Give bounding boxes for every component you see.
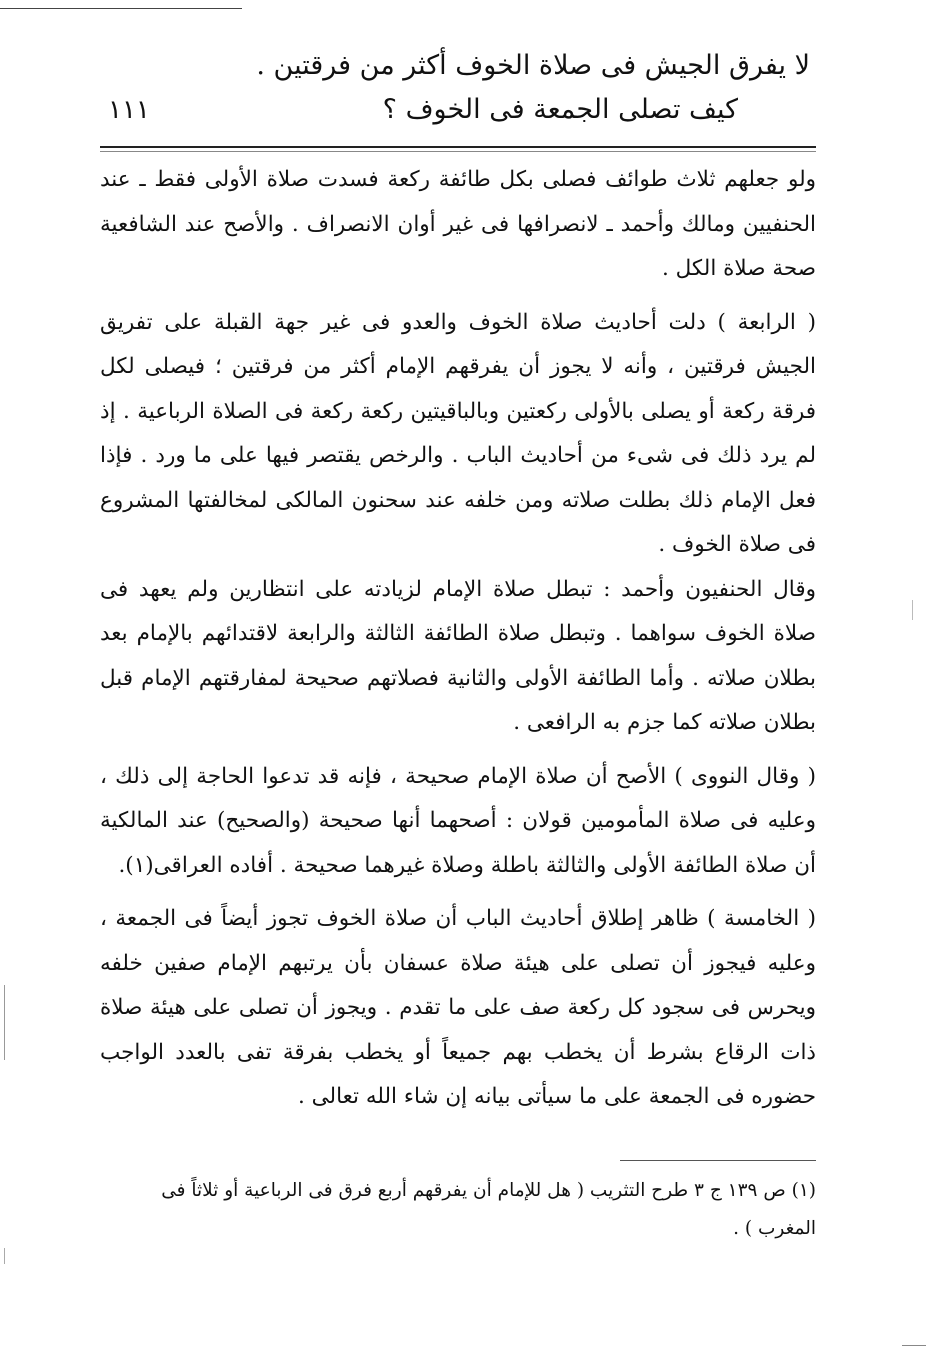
paragraph-3: وقال الحنفيون وأحمد : تبطل صلاة الإمام لزيادته على انتظارين ولم يعهد فى صلاة الخوف سواهما . وتبطل صلاة الطائفة الثالثة والرابعة لاقتدائهم بالإمام بعد بطلان صلاته . وأما الطائفة الأولى والثانية فصلاتهم صحيحة لمفارقتهم الإمام قبل بطلان صلاته كما جزم به الرافعى .: [100, 576, 816, 735]
running-header-line-2: كيف تصلى الجمعة فى الخوف ؟: [382, 94, 738, 125]
scan-margin-mark-small: [4, 1248, 5, 1264]
running-header-line-1: لا يفرق الجيش فى صلاة الخوف أكثر من فرقتين .: [256, 50, 810, 81]
scan-edge-tick: [912, 600, 913, 620]
top-edge-rule: [0, 8, 242, 9]
footnote-1: (١) ص ١٣٩ ج ٣ طرح التثريب ( هل للإمام أن يفرقهم أربع فرق فى الرباعية أو ثلاثاً فى المغرب ) .: [161, 1180, 816, 1239]
page-number: ١١١: [108, 95, 150, 125]
header-divider: [100, 146, 816, 148]
header-divider-thin: [100, 151, 816, 152]
paragraph-5: ( الخامسة ) ظاهر إطلاق أحاديث الباب أن صلاة الخوف تجوز أيضاً فى الجمعة ، وعليه فيجوز أن تصلى على هيئة صلاة عسفان بأن يرتبهم الإمام صفين خلفه ويحرس فى سجود كل ركعة صف على ما تقدم . ويجوز أن تصلى على هيئة صلاة ذات الرقاع بشرط أن يخطب بهم جميعاً أو يخطب بفرقة تفى بالعدد الواجب حضوره فى الجمعة على ما سيأتى بيانه إن شاء الله تعالى .: [100, 906, 816, 1109]
footnote-divider: [620, 1160, 816, 1161]
paragraph-1: ولو جعلهم ثلاث طوائف فصلى بكل طائفة ركعة فسدت صلاة الأولى فقط ـ عند الحنفيين ومالك وأحمد ـ لانصرافها فى غير أوان الانصراف . والأصح عند الشافعية صحة صلاة الكل .: [100, 167, 816, 281]
footnotes: [100, 1172, 816, 1248]
paragraph-2: ( الرابعة ) دلت أحاديث صلاة الخوف والعدو فى غير جهة القبلة على تفريق الجيش فرقتين ، وأنه لا يجوز أن يفرقهم الإمام أكثر من فرقتين ؛ فيصلى لكل فرقة ركعة أو يصلى بالأولى ركعتين وبالباقيتين ركعة ركعة فى الصلاة الرباعية . إذ لم يرد ذلك فى شىء من أحاديث الباب . والرخص يقتصر فيها على ما ورد . فإذا فعل الإمام ذلك بطلت صلاته ومن خلفه عند سحنون المالكى لمخالفتها المشروع فى صلاة الخوف .: [100, 309, 816, 557]
main-text: [100, 158, 816, 1120]
scan-corner-mark: [902, 1345, 926, 1346]
paragraph-4: ( وقال النووى ) الأصح أن صلاة الإمام صحيحة ، فإنه قد تدعوا الحاجة إلى ذلك ، وعليه فى صلاة المأمومين قولان : أصحهما أنها صحيحة (والصحيح) عند المالكية أن صلاة الطائفة الأولى والثالثة باطلة وصلاة غيرهما صحيحة . أفاده العراقى(١).: [100, 763, 816, 878]
scan-margin-mark: [4, 985, 5, 1060]
